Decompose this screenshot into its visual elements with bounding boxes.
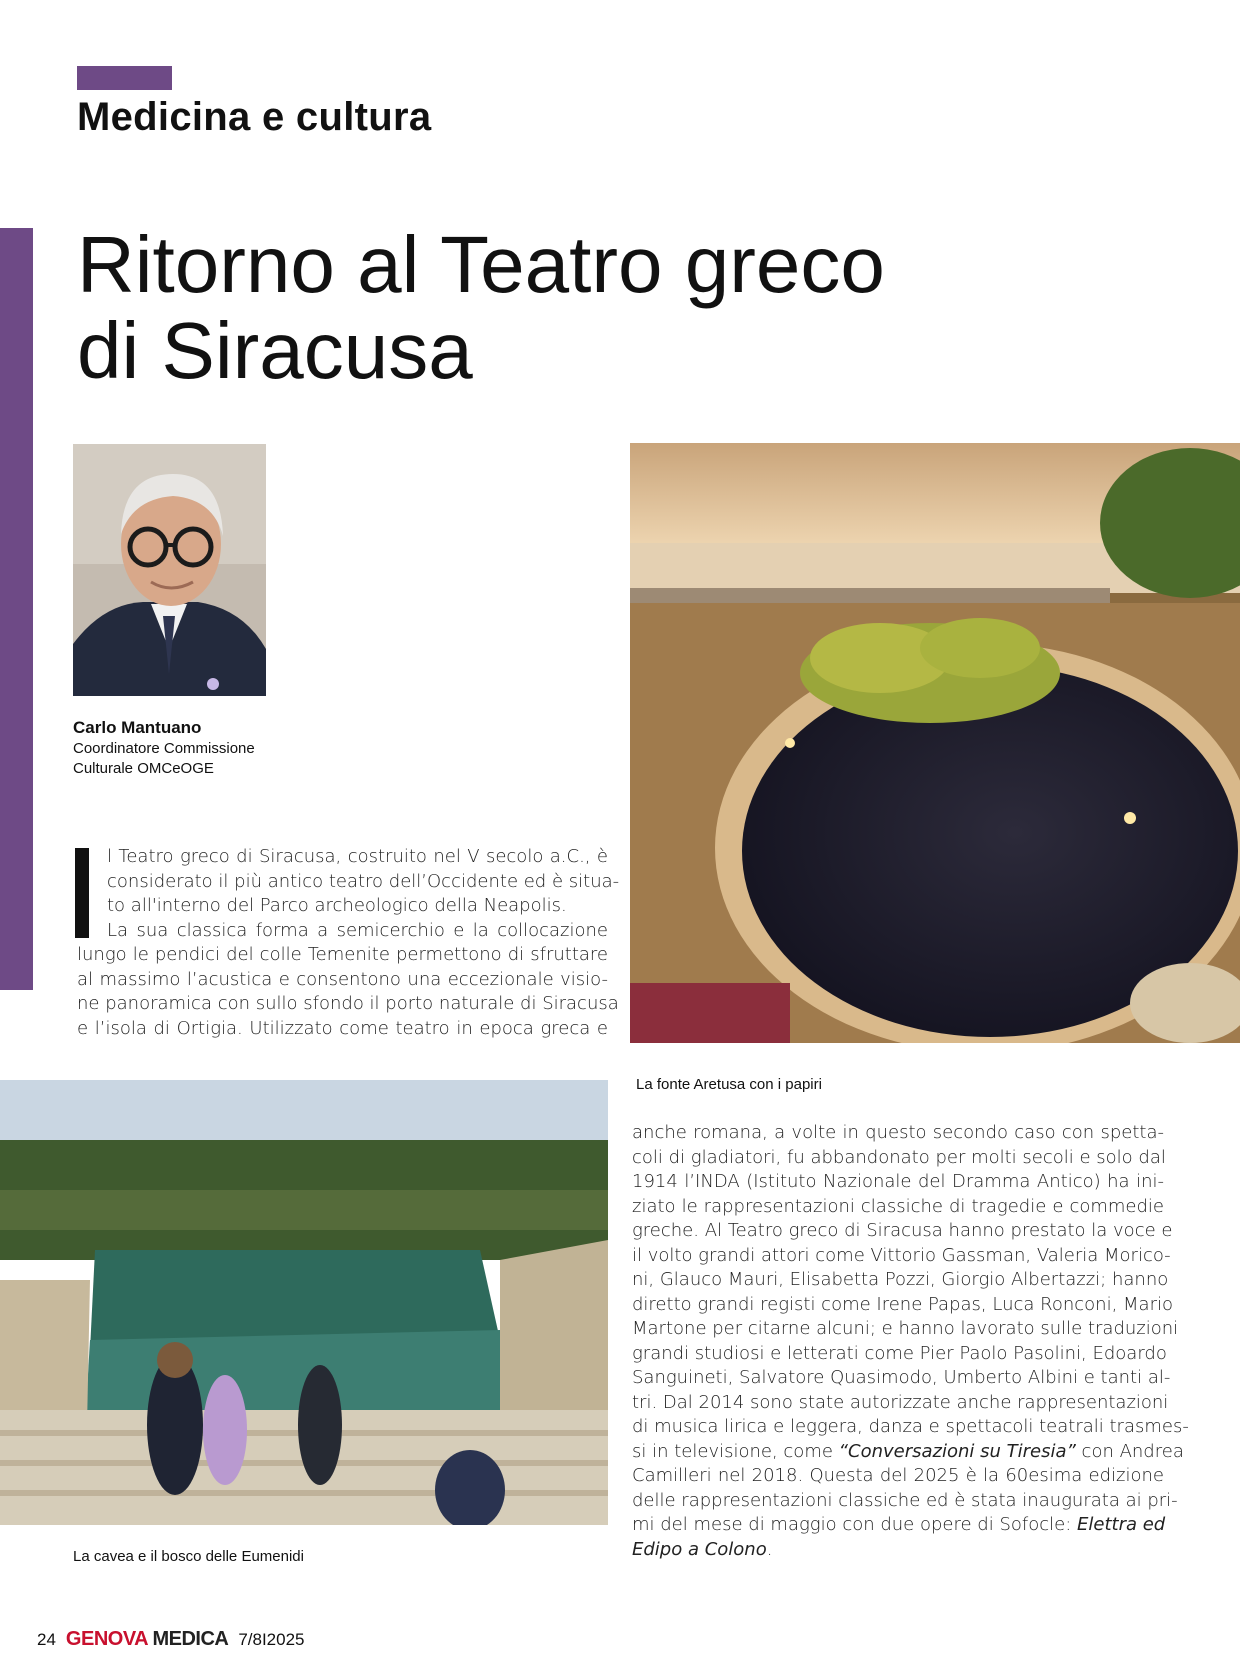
author-role-line-2: Culturale OMCeOGE [73,760,214,777]
article-column-1 [77,845,620,1041]
cavea-illustration [0,1080,608,1525]
fonte-aretusa-illustration [630,443,1240,1043]
text-line: ne panoramica con sullo sfondo il porto naturale di Siracusa [77,993,619,1014]
text-line-mixed [632,1513,1164,1538]
text-line: 1914 l’INDA (Istituto Nazionale del Dramma Antico) ha ini- [632,1171,1164,1192]
text-line: anche romana, a volte in questo secondo caso con spetta- [632,1122,1164,1143]
text-line-mixed [632,1538,1164,1563]
side-accent-bar [0,228,33,990]
page-number: 24 [37,1630,56,1649]
italic-title-edipo: Edipo a Colono [632,1538,767,1560]
text-run: mi del mese di maggio con due opere di Sofocle: [632,1514,1077,1535]
author-name: Carlo Mantuano [73,718,202,737]
text-line: il volto grandi attori come Vittorio Gassman, Valeria Morico- [632,1244,1171,1266]
text-line: l Teatro greco di Siracusa, costruito nel V secolo a.C., è [107,846,608,867]
headline-line-2: di Siracusa [77,306,473,395]
text-run: . [766,1538,773,1560]
section-title: Medicina e cultura [77,95,432,139]
text-line: diretto grandi registi come Irene Papas, Luca Ronconi, Mario [632,1293,1173,1315]
caption-fonte-aretusa: La fonte Aretusa con i papiri [636,1076,822,1093]
italic-title-tiresia: “Conversazioni su Tiresia” [838,1440,1076,1462]
photo-fonte-aretusa [630,443,1240,1043]
text-line: Martone per citarne alcuni; e hanno lavorato sulle traduzioni [632,1318,1179,1339]
logo-part-medica: MEDICA [152,1628,229,1650]
author-portrait [73,444,266,696]
italic-title-elettra: Elettra ed [1077,1514,1166,1535]
text-line: to all'interno del Parco archeologico della Neapolis. [107,895,567,916]
magazine-logo [66,1628,228,1651]
text-line: lungo le pendici del colle Temenite permettono di sfruttare [77,944,608,965]
text-line: ziato le rappresentazioni classiche di tragedie e commedie [632,1195,1164,1217]
text-line: di musica lirica e leggera, danza e spettacoli teatrali trasmes- [632,1416,1189,1437]
author-portrait-illustration [73,444,266,696]
photo-cavea-teatro [0,1080,608,1525]
logo-part-genova: GENOVA [65,1628,148,1650]
caption-cavea: La cavea e il bosco delle Eumenidi [73,1548,304,1565]
text-line: grandi studiosi e letterati come Pier Paolo Pasolini, Edoardo [632,1342,1167,1364]
text-line: La sua classica forma a semicerchio e la collocazione [107,919,608,941]
text-line: al massimo l’acustica e consentono una eccezionale visio- [77,968,608,990]
text-line: Sanguineti, Salvatore Quasimodo, Umberto Albini e tanti al- [632,1367,1171,1388]
issue-number: 7/8I2025 [238,1630,305,1649]
text-line: greche. Al Teatro greco di Siracusa hanno prestato la voce e [632,1220,1173,1241]
text-line: considerato il più antico teatro dell’Occidente ed è situa- [107,870,620,892]
text-line-mixed [632,1440,1184,1465]
text-line: Camilleri nel 2018. Questa del 2025 è la 60esima edizione [632,1465,1164,1486]
headline-line-1: Ritorno al Teatro greco [77,220,885,309]
text-run: si in televisione, come [632,1440,833,1462]
section-accent-bar [77,66,172,90]
article-column-2 [632,1121,1189,1562]
text-line: coli di gladiatori, fu abbandonato per molti secoli e solo dal [632,1146,1166,1168]
text-line: e l’isola di Ortigia. Utilizzato come teatro in epoca greca e [77,1017,608,1039]
text-line: ni, Glauco Mauri, Elisabetta Pozzi, Giorgio Albertazzi; hanno [632,1269,1169,1290]
text-line: tri. Dal 2014 sono state autorizzate anche rappresentazioni [632,1391,1169,1413]
page-footer [37,1628,305,1651]
article-headline [77,222,885,394]
author-role-line-1: Coordinatore Commissione [73,740,255,757]
text-line: delle rappresentazioni classiche ed è stata inaugurata ai pri- [632,1489,1178,1511]
text-run: con Andrea [1075,1440,1184,1462]
